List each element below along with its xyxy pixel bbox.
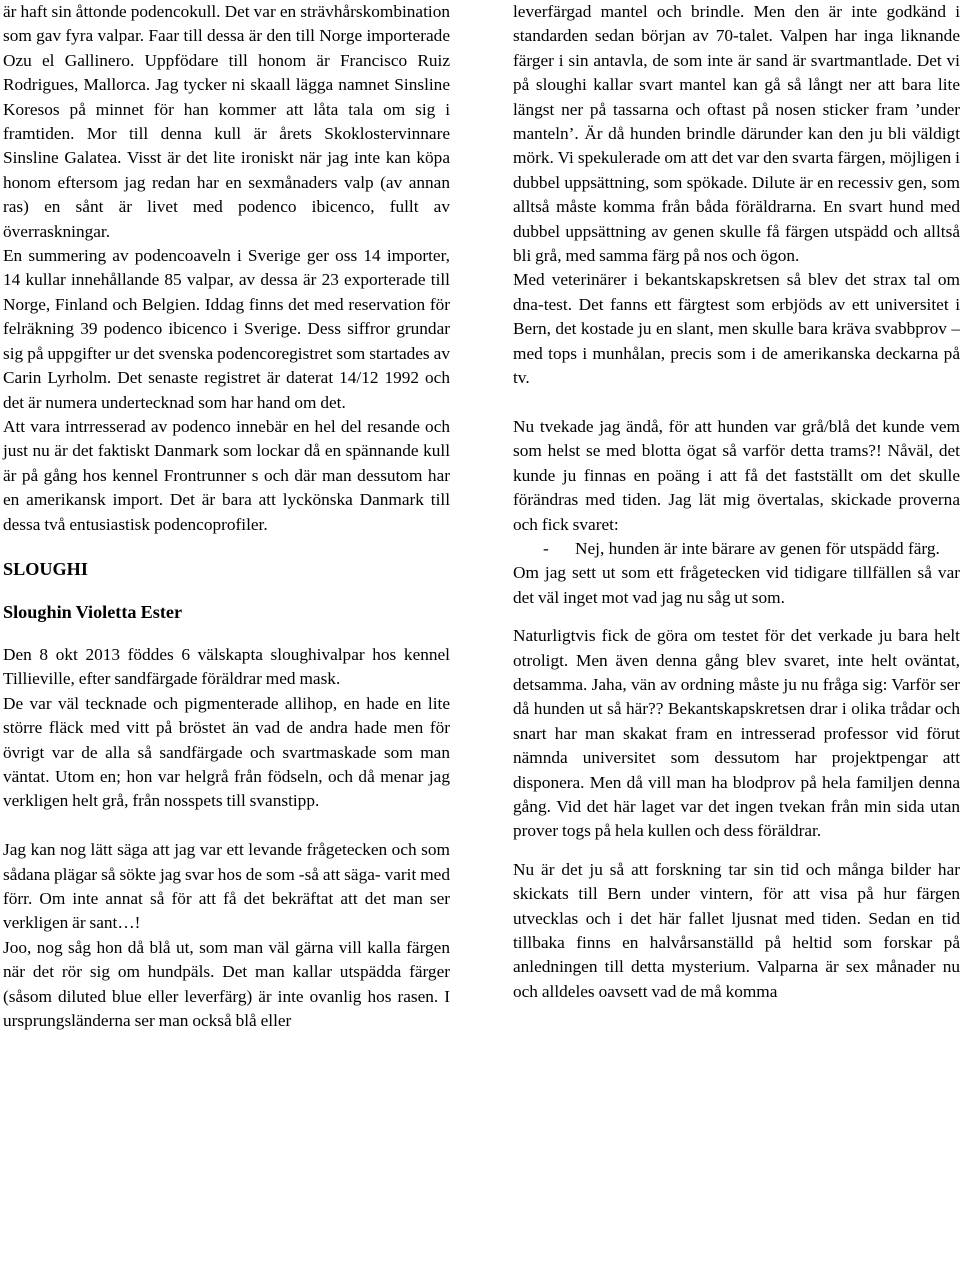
left-column xyxy=(3,0,450,1033)
list-item xyxy=(513,537,960,561)
article-heading: Sloughin Violetta Ester xyxy=(3,601,183,622)
podenco-summary-paragraph: En summering av podencoaveln i Sverige ger oss 14 importer, 14 kullar innehållande 85 valpar, av dessa är 23 exporterade till Norge, Finland och Belgien. Iddag finns det med reservation för felräkning 39 podenco ibicenco i Sverige. Dess siffror grundar sig på uppgifter ur det svenska podencoregistret som startades av Carin Lyrholm. Det senaste registret är daterat 14/12 1992 och det är numera undertecknad som har hand om det. xyxy=(3,246,450,412)
spacer xyxy=(513,610,960,624)
podenco-breeding-paragraph: är haft sin åttonde podencokull. Det var en strävhårskombination som gav fyra valpar. Faar till dessa är den till Norge importerade Ozu el Gallinero. Uppfödare till honom är Francisco Ruiz Rodrigues, Mallorca. Jag tycker ni skaall lägga namnet Sinsline Koresos på minnet för han kommer att låta tala om sig i framtiden. Mor till denna kull är årets Skoklostervinnare Sinsline Galatea. Visst är det lite ironiskt när jag inte kan köpa honom eftersom jag redan har en sexmånaders valp (av annan ras) en sånt är livet med podenco ibicenco, fullt av överraskningar. xyxy=(3,2,450,241)
puppy-colors-paragraph: De var väl tecknade och pigmenterade allihop, en hade en lite större fläck med vitt på bröstet än vad de andra hade men för övrigt var de alla så sandfärgade och svartmaskade som man väntat. Utom en; hon var helgrå från födseln, och då menar jag verkligen helt grå, från nosspets till svanstipp. xyxy=(3,693,450,811)
litter-birth-paragraph: Den 8 okt 2013 föddes 6 välskapta sloughivalpar hos kennel Tillieville, efter sandfärgade föräldrar med mask. xyxy=(3,644,450,689)
test-decision-paragraph: Nu tvekade jag ändå, för att hunden var grå/blå det kunde vem som helst se med blotta ögat så varför detta trams?! Nåväl, det kunde ju finnas en poäng i att få det fastställt om det skulle förändras med tiden. Jag lät mig övertalas, skickade proverna och fick svaret: xyxy=(513,416,960,534)
question-paragraph: Jag kan nog lätt säga att jag var ett levande frågetecken och som sådana plägar så sökte jag svar hos de som -så att säga- varit med förr. Om inte annat så för att få det bekräftat att det man ser verkligen är sant…! xyxy=(3,840,450,933)
retest-paragraph: Naturligtvis fick de göra om testet för det verkade ju bara helt otroligt. Men även denna gång blev svaret, inte helt oväntat, detsamma. Jaha, vän av ordning måste ju nu fråga sig: Varför ser då hunden ut så här?? Bekantskapskretsen drar i olika trådar och snart har man skakat fram en intresserad professor vid förut nämnda universitet som dessutom har projektpengar att disponera. Men då vill man ha blodprov på hela familjen denna gång. Vid det här laget var det ingen tvekan från min sida utan prover togs på hela kullen och dess föräldrar. xyxy=(513,626,960,841)
dna-test-paragraph: Med veterinärer i bekantskapskretsen så blev det strax tal om dna-test. Det fanns ett färgtest som erbjöds av ett universitet i Bern, det kostade ju en slant, men skulle bara kräva svabbprov – med tops i munhålan, precis som i de amerikanska deckarna på tv. xyxy=(513,270,960,388)
spacer xyxy=(513,391,960,415)
right-column xyxy=(513,0,960,1004)
research-paragraph: Nu är det ju så att forskning tar sin tid och många bilder har skickats till Bern under vintern, för att visa på hur färgen utvecklas och i det här fallet ljusnat med tiden. Sedan en tid tillbaka finns en halvårsanställd på heltid som forskar på anledningen till detta mysterium. Valparna är sex månader nu och alldeles oavsett vad de må komma xyxy=(513,859,960,1001)
section-heading: SLOUGHI xyxy=(3,558,88,579)
spacer xyxy=(3,814,450,838)
spacer xyxy=(3,537,450,557)
spacer xyxy=(3,625,450,643)
dash-bullet: - xyxy=(543,538,549,558)
test-result-list xyxy=(513,537,960,561)
list-item-text: Nej, hunden är inte bärare av genen för utspädd färg. xyxy=(575,538,940,558)
denmark-paragraph: Att vara intrresserad av podenco innebär en hel del resande och just nu är det faktiskt Danmark som lockar då en spännande kull är på gång hos kennel Frontrunner s och där man dessutom har en amerikansk import. Det är bara att lyckönska Danmark till dessa två entusiastisk podencoprofiler. xyxy=(3,416,450,534)
dilute-colors-paragraph: Joo, nog såg hon då blå ut, som man väl gärna vill kalla färgen när det rör sig om hundpäls. Det man kallar utspädda färger (såsom diluted blue eller leverfärg) är inte ovanlig hos rasen. I ursprungsländerna ser man också blå eller xyxy=(3,937,450,1031)
spacer xyxy=(513,844,960,858)
question-mark-paragraph: Om jag sett ut som ett frågetecken vid tidigare tillfällen så var det väl inget mot vad jag nu såg ut som. xyxy=(513,563,960,607)
mantle-color-paragraph: leverfärgad mantel och brindle. Men den är inte godkänd i standarden sedan början av 70-talet. Valpen har inga liknande färger i sin antavla, de som inte är sand är svartmantlade. Det vi på sloughi kallar svart mantel kan gå så långt ner att bara lite längst ner på tassarna och oftast på nosen sticker fram ’under manteln’. Är då hunden brindle därunder kan den ju bli väldigt mörk. Vi spekulerade om att det var den svarta färgen, möjligen i dubbel uppsättning, som spökade. Dilute är en recessiv gen, som alltså måste komma från båda föräldrarna. En svart hund med dubbel uppsättning av genen skulle få färgen utspädd och alltså bli grå, med samma färg på nos och ögon. xyxy=(513,2,960,266)
spacer xyxy=(3,582,450,600)
